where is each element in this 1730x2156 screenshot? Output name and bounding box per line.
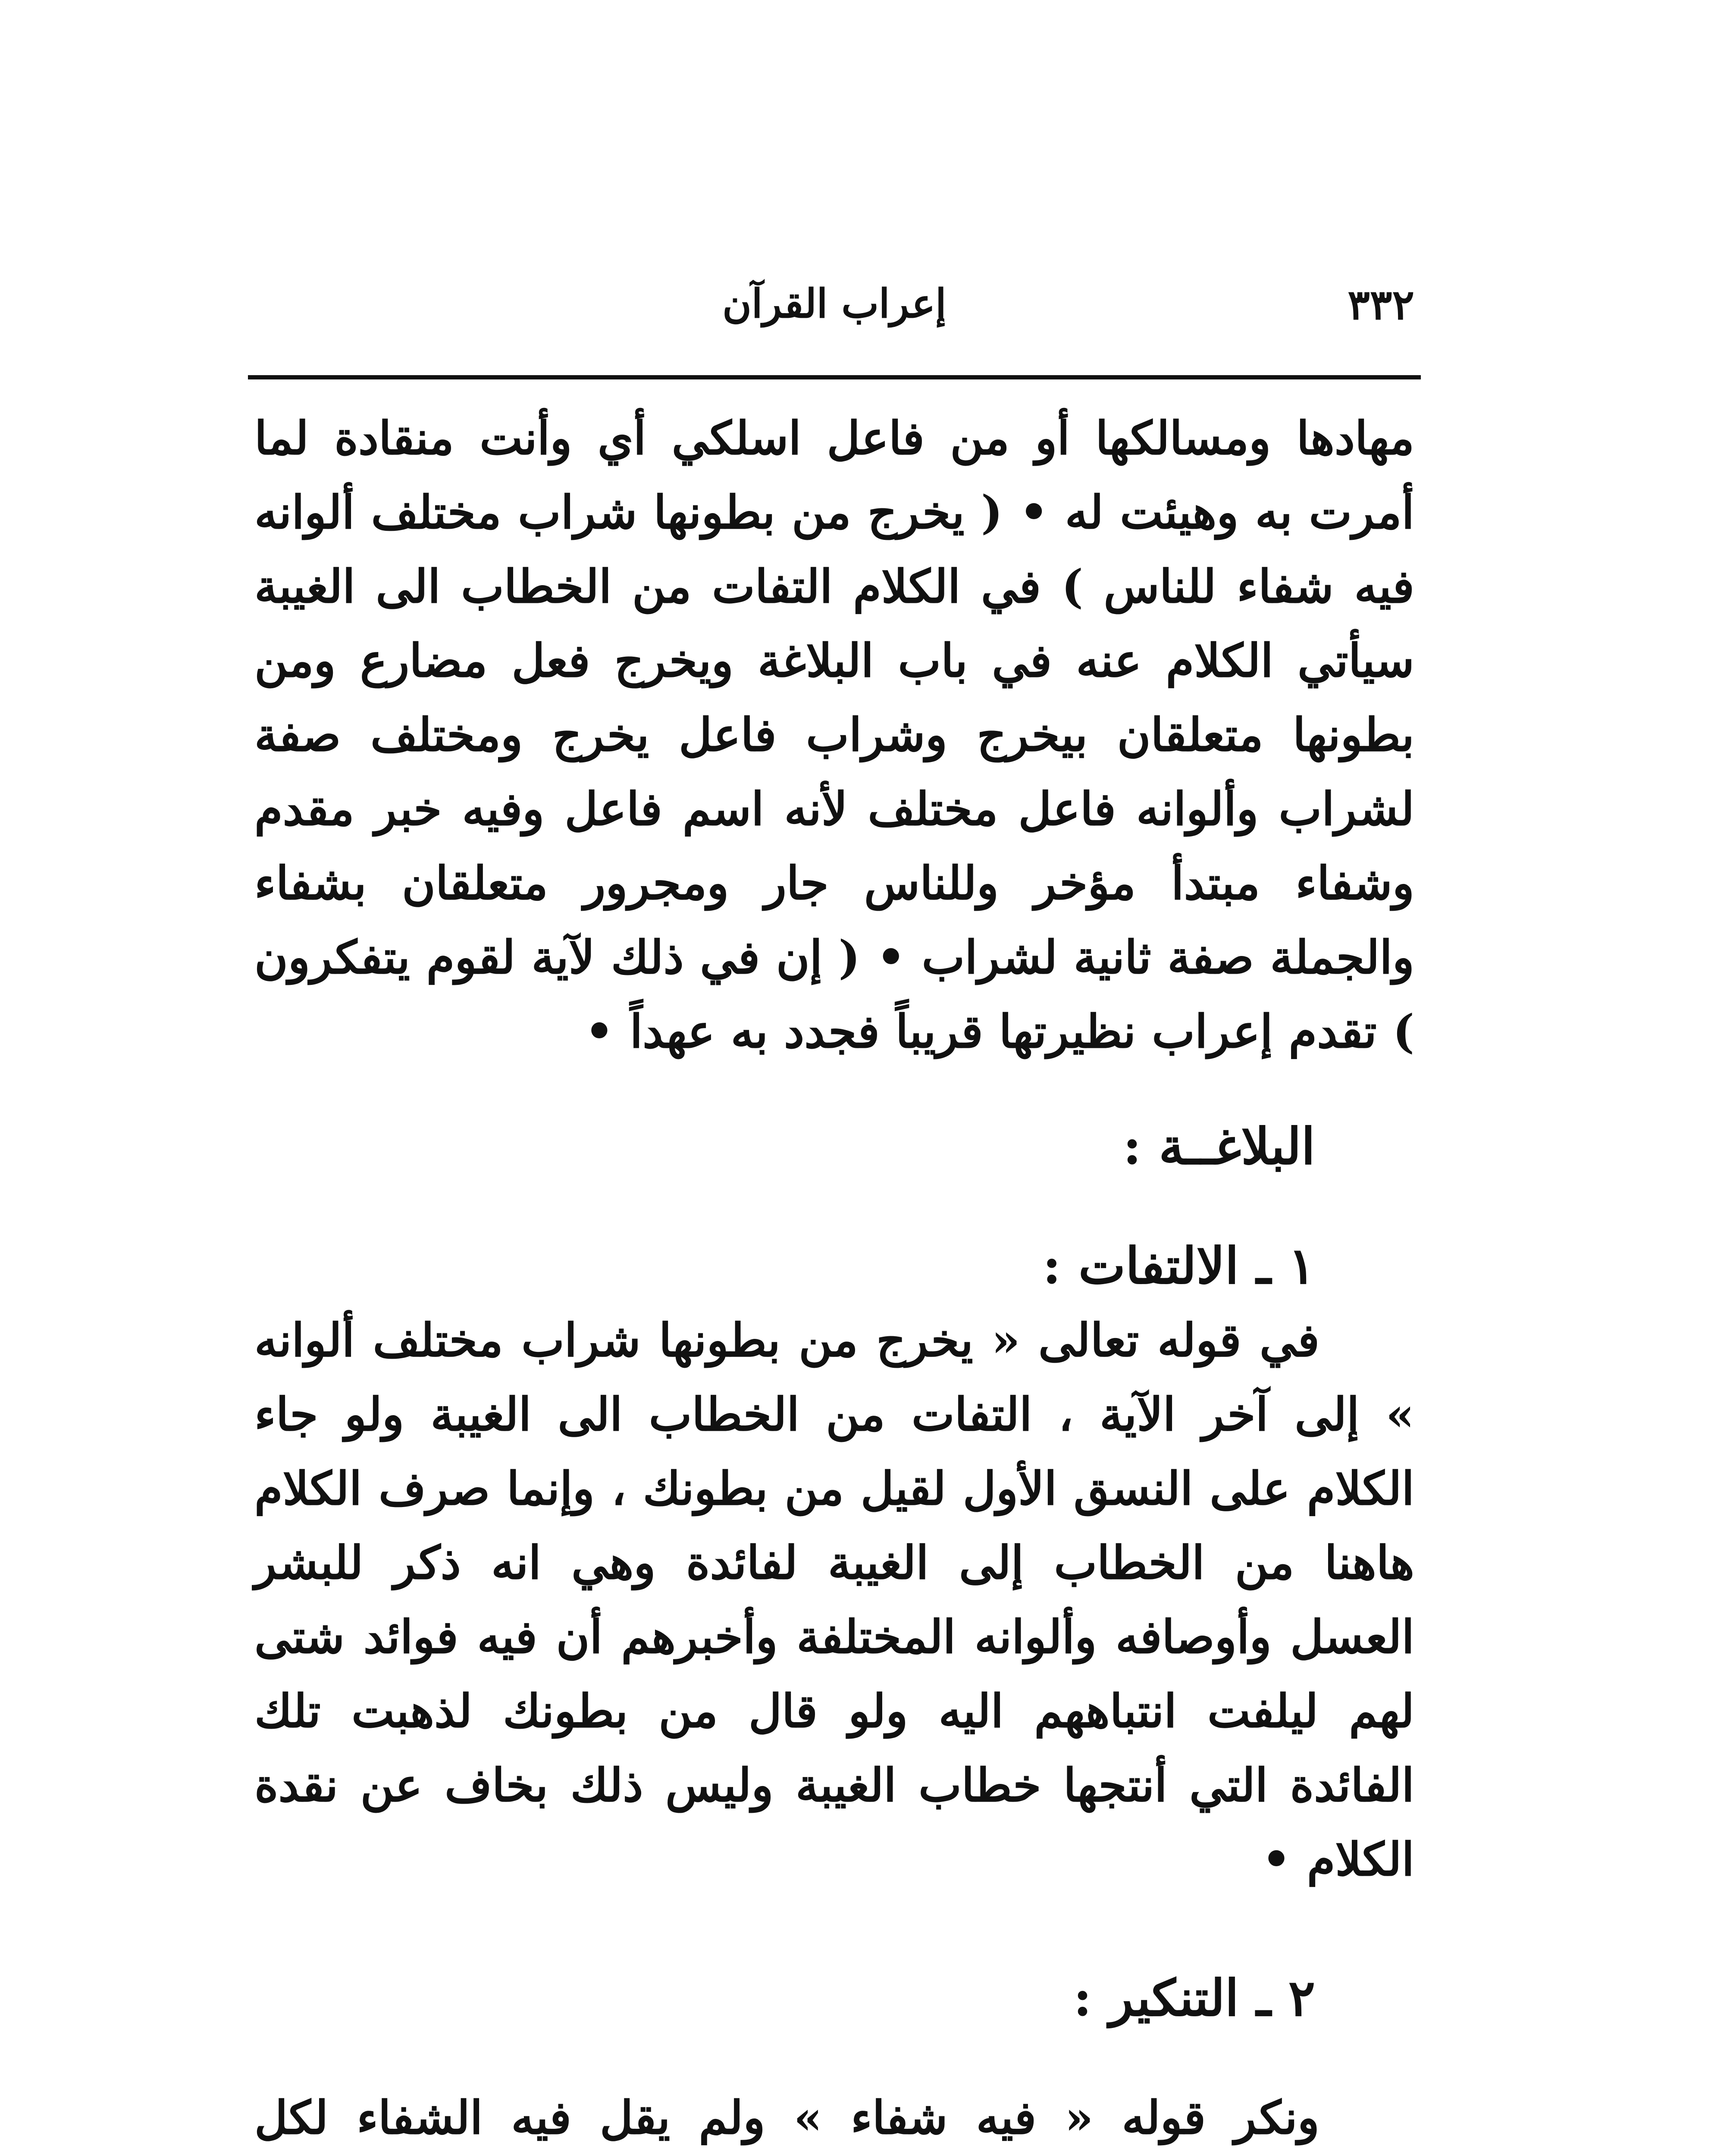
- paragraph-iltifat: في قوله تعالى « يخرج من بطونها شراب مختلف ألوانه » إلى آخر الآية ، التفات من الخطاب الى الغيبة ولو جاء الكلام على النسق الأول لقيل من بطونك ، وإنما صرف الكلام هاهنا من الخطاب إلى الغيبة لفائدة وهي انه ذكر للبشر العسل وأوصافه وألوانه المختلفة وأخبرهم أن فيه فوائد شتى لهم ليلفت انتباههم اليه ولو قال من بطونك لذهبت تلك الفائدة التي أنتجها خطاب الغيبة وليس ذلك بخاف عن نقدة الكلام •: [254, 1313, 1414, 1886]
- paragraph-tankir: ونكر قوله « فيه شفاء » ولم يقل فيه الشفاء لكل: [254, 2090, 1319, 2144]
- heading-iltifat: ١ ـ الالتفات :: [1042, 1237, 1315, 1295]
- page-body: [254, 401, 1414, 2156]
- spacer: [254, 1069, 1414, 1109]
- page-number: ٣٣٢: [1348, 280, 1414, 329]
- running-head: [254, 280, 1414, 345]
- book-title: إعراب القرآن: [722, 280, 946, 327]
- paragraph-irab: مهادها ومسالكها أو من فاعل اسلكي أي وأنت منقادة لما أمرت به وهيئت له • ( يخرج من بطونها شراب مختلف ألوانه فيه شفاء للناس ) في الكلام التفات من الخطاب الى الغيبة سيأتي الكلام عنه في باب البلاغة ويخرج فعل مضارع ومن بطونها متعلقان بيخرج وشراب فاعل يخرج ومختلف صفة لشراب وألوانه فاعل مختلف لأنه اسم فاعل وفيه خبر مقدم وشفاء مبتدأ مؤخر وللناس جار ومجرور متعلقان بشفاء والجملة صفة ثانية لشراب • ( إن في ذلك لآية لقوم يتفكرون ) تقدم إعراب نظيرتها قريباً فجدد به عهداً •: [254, 411, 1414, 1058]
- spacer: [254, 1184, 1414, 1229]
- heading-balagha: البلاغــة :: [1123, 1117, 1315, 1176]
- heading-tankir: ٢ ـ التنكير :: [1073, 1969, 1315, 2028]
- spacer: [254, 2035, 1414, 2081]
- spacer: [254, 1896, 1414, 1961]
- header-rule: [248, 375, 1421, 379]
